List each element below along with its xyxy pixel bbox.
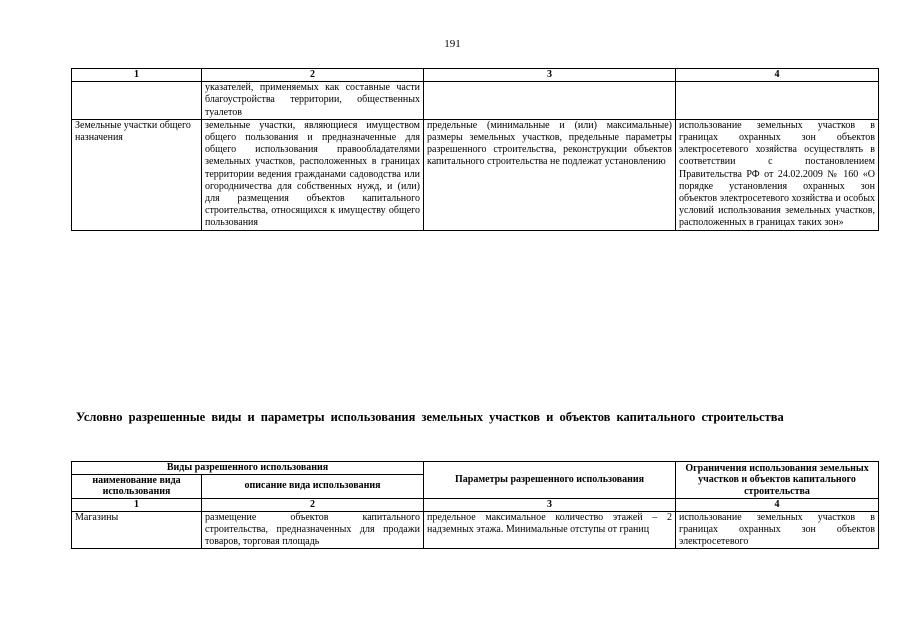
group-header-permitted-uses: Виды разрешенного использования — [72, 462, 424, 475]
header-use-description: описание вида использования — [202, 474, 424, 498]
cell-parameters: предельное максимальное количество этажей – 2 надземных этажа. Минимальные отступы от границ — [424, 511, 676, 549]
table-row — [72, 82, 879, 120]
table-header-row — [72, 69, 879, 82]
column-number-2: 2 — [202, 498, 424, 511]
cell-restrictions: использование земельных участков в границах охранных зон объектов электросетевого хозяйства осуществлять в соответствии с постановлением Правительства РФ от 24.02.2009 № 160 «О порядке установления охранных зон объектов электросетевого хозяйства и особых условий использования земельных участков, расположенных в границах таких зон» — [676, 119, 879, 230]
column-number-3: 3 — [424, 69, 676, 82]
section-heading: Условно разрешенные виды и параметры использования земельных участков и объектов капитального строительства — [76, 410, 784, 424]
cell-use-name: Земельные участки общего назначения — [72, 119, 202, 230]
table-conditional-uses — [71, 461, 879, 549]
cell-use-description: земельные участки, являющиеся имуществом общего пользования и предназначенные для общего использования правообладателями земельных участков, расположенных в границах территории ведения гражданами садоводства или огородничества для собственных нужд, и (или) для размещения объектов капитального строительства, относящихся к имуществу общего пользования — [202, 119, 424, 230]
table-row — [72, 119, 879, 230]
cell-use-description: размещение объектов капитального строительства, предназначенных для продажи товаров, торговая площадь — [202, 511, 424, 549]
header-parameters: Параметры разрешенного использования — [424, 462, 676, 499]
table-number-row — [72, 498, 879, 511]
column-number-2: 2 — [202, 69, 424, 82]
cell-parameters — [424, 82, 676, 120]
header-use-name: наименование вида использования — [72, 474, 202, 498]
cell-restrictions — [676, 82, 879, 120]
cell-use-name — [72, 82, 202, 120]
table-permitted-uses-continued — [71, 68, 879, 231]
column-number-3: 3 — [424, 498, 676, 511]
column-number-4: 4 — [676, 69, 879, 82]
cell-use-description: указателей, применяемых как составные части благоустройства территории, общественных туалетов — [202, 82, 424, 120]
cell-restrictions: использование земельных участков в границах охранных зон объектов электросетевого — [676, 511, 879, 549]
cell-parameters: предельные (минимальные и (или) максимальные) размеры земельных участков, предельные параметры разрешенного строительства, реконструкции объектов капитального строительства не подлежат установлению — [424, 119, 676, 230]
page-number: 191 — [444, 38, 461, 50]
table-group-header-row — [72, 462, 879, 475]
cell-use-name: Магазины — [72, 511, 202, 549]
column-number-1: 1 — [72, 498, 202, 511]
column-number-1: 1 — [72, 69, 202, 82]
column-number-4: 4 — [676, 498, 879, 511]
table-row — [72, 511, 879, 549]
header-restrictions: Ограничения использования земельных участков и объектов капитального строительства — [676, 462, 879, 499]
